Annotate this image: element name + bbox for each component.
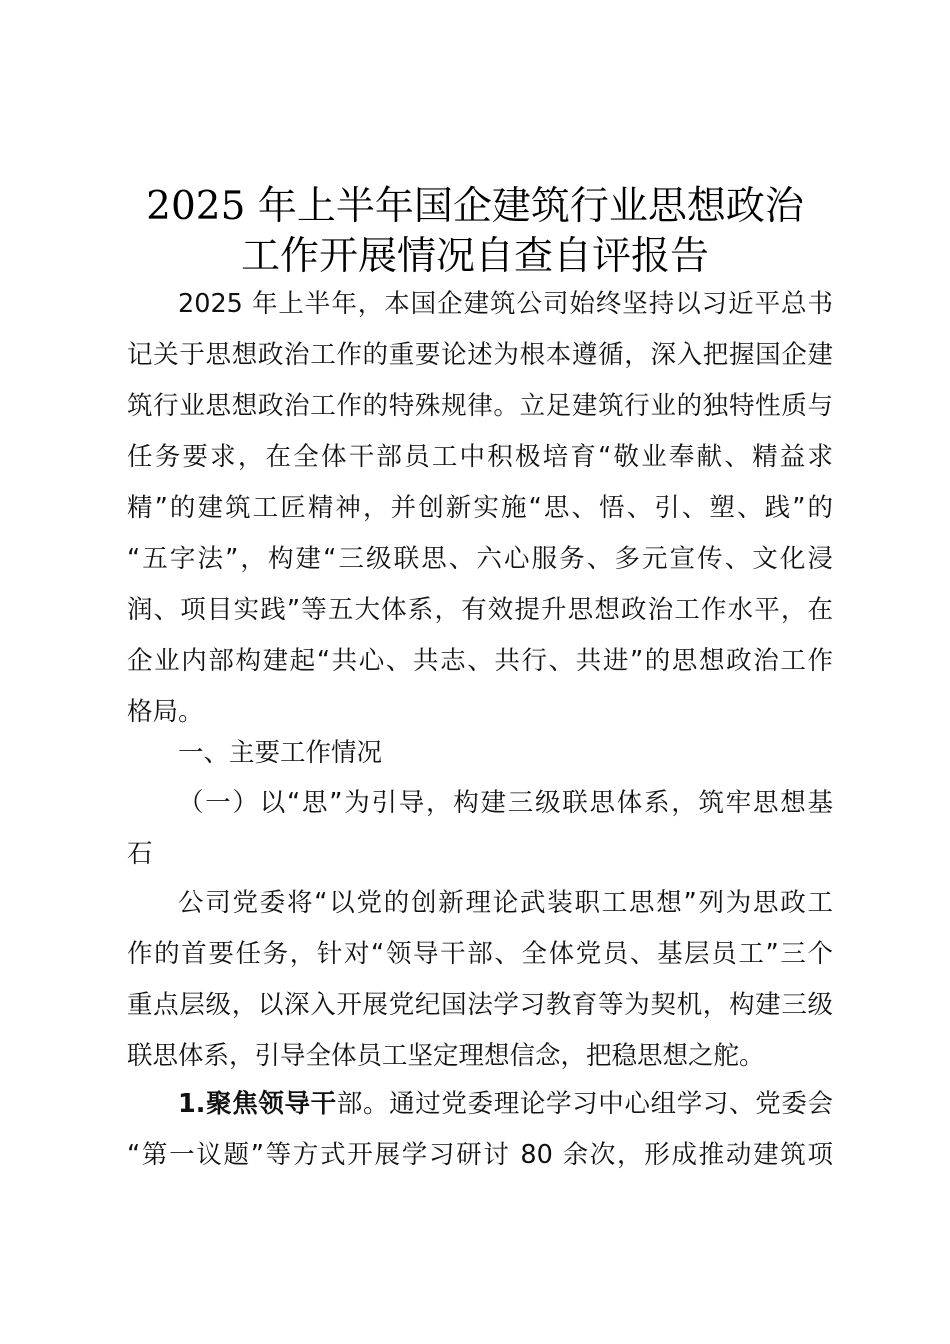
paragraph-line [127,1079,833,1130]
paragraph-line: 格局。 [127,697,204,727]
subsection-heading-line: （一）以“思”为引导，构建三级联思体系，筑牢思想基 [178,788,833,818]
intro-paragraph [127,279,833,738]
paragraph-line: 记关于思想政治工作的重要论述为根本遵循，深入把握国企建 [127,340,833,370]
paragraph-line: 润、项目实践”等五大体系，有效提升思想政治工作水平，在 [127,595,833,625]
paragraph-line: 2025 年上半年，本国企建筑公司始终坚持以习近平总书 [178,289,833,319]
paragraph-line: 任务要求，在全体干部员工中积极培育“敬业奉献、精益求 [127,442,833,472]
paragraph-line: “五字法”，构建“三级联思、六心服务、多元宣传、文化浸 [127,544,833,574]
paragraph-line: “第一议题”等方式开展学习研讨 80 余次，形成推动建筑项 [127,1140,833,1170]
paragraph-line: 筑行业思想政治工作的特殊规律。立足建筑行业的独特性质与 [127,391,833,421]
paragraph-line: 企业内部构建起“共心、共志、共行、共进”的思想政治工作 [127,646,833,676]
paragraph-line: 精”的建筑工匠精神，并创新实施“思、悟、引、塑、践”的 [127,493,833,523]
body-paragraph [127,878,833,1082]
paragraph-line: 重点层级，以深入开展党纪国法学习教育等为契机，构建三级 [127,990,833,1020]
paragraph-line: 联思体系，引导全体员工坚定理想信念，把稳思想之舵。 [127,1041,765,1071]
subsection-heading [127,778,833,880]
document-title-line-2: 工作开展情况自查自评报告 [240,234,709,279]
paragraph-line: 作的首要任务，针对“领导干部、全体党员、基层员工”三个 [127,939,833,969]
section-heading [127,728,833,779]
paragraph-line: 公司党委将“以党的创新理论武装职工思想”列为思政工 [178,888,833,918]
point-text: 部。通过党委理论学习中心组学习、党委会 [336,1089,833,1119]
subsection-heading-line: 石 [127,839,153,869]
point-heading: 1.聚焦领导干 [178,1089,337,1119]
document-title-line-1: 2025 年上半年国企建筑行业思想政治 [146,184,804,229]
point-paragraph [127,1079,833,1181]
section-heading-text: 一、主要工作情况 [178,738,383,768]
